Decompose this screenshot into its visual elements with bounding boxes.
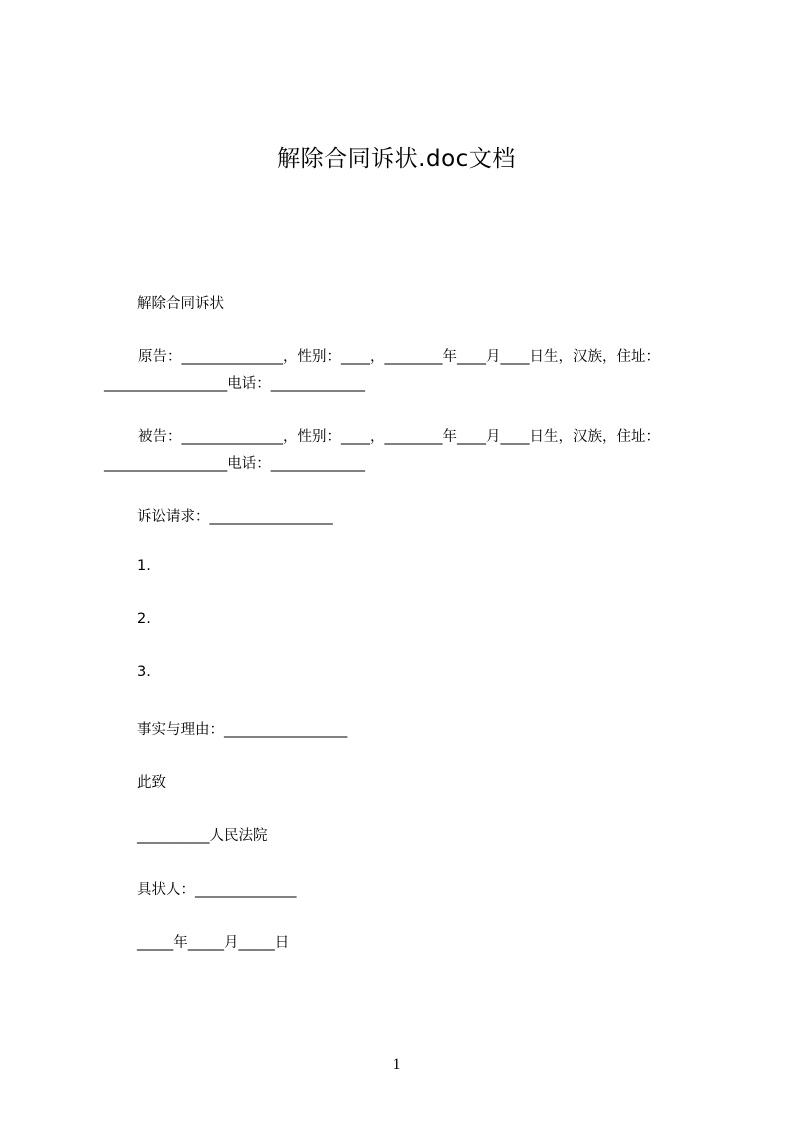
defendant-line-1: 被告：______________，性别：____，________年____月____日生，汉族，住址： <box>138 429 660 445</box>
plaintiff-line-2: _________________电话：_____________ <box>104 376 365 392</box>
court-line: __________人民法院 <box>137 828 268 844</box>
claim-item-1: 1. <box>137 558 151 574</box>
claim-item-2: 2. <box>137 611 151 627</box>
respect-line: 此致 <box>137 775 166 791</box>
facts-line: 事实与理由：_________________ <box>137 722 348 738</box>
plaintiff-line-1: 原告：______________，性别：____，________年____月____日生，汉族，住址： <box>138 349 660 365</box>
date-line: _____年_____月_____日 <box>137 935 290 951</box>
page-number: 1 <box>392 1056 401 1073</box>
defendant-line-2: _________________电话：_____________ <box>104 456 365 472</box>
doc-heading: 解除合同诉状 <box>137 296 224 312</box>
claims-line: 诉讼请求：_________________ <box>137 509 333 525</box>
claim-item-3: 3. <box>137 664 151 680</box>
signature-line: 具状人：______________ <box>137 882 297 898</box>
document-title: 解除合同诉状.doc文档 <box>277 146 516 172</box>
